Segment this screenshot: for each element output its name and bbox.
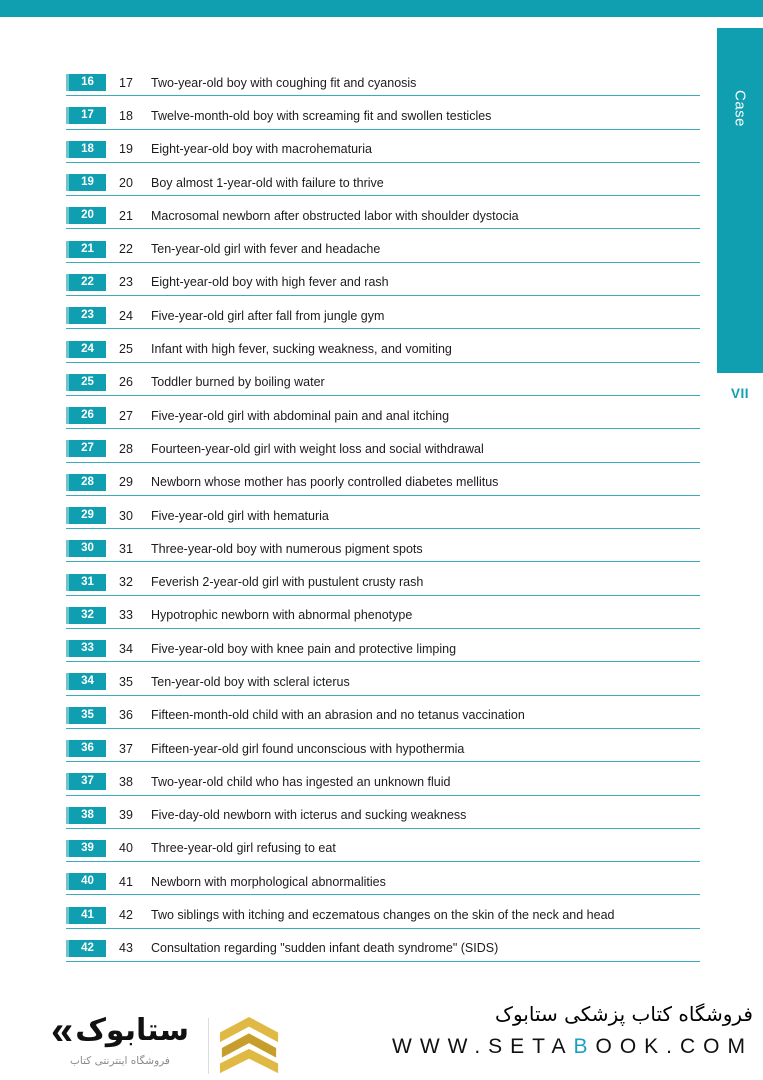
website-prefix: WWW.SETA (392, 1035, 574, 1058)
case-row (66, 303, 700, 329)
case-title: Consultation regarding "sudden infant death syndrome" (SIDS) (151, 941, 499, 956)
case-badge: 33 (66, 640, 106, 657)
case-badge: 18 (66, 141, 106, 158)
case-badge: 24 (66, 341, 106, 358)
case-number: 27 (119, 408, 133, 423)
case-number: 39 (119, 808, 133, 823)
website-accent-letter: B (573, 1035, 596, 1058)
case-badge: 40 (66, 873, 106, 890)
case-title: Newborn whose mother has poorly controlled diabetes mellitus (151, 475, 499, 490)
case-badge: 28 (66, 474, 106, 491)
case-number: 28 (119, 441, 133, 456)
logo-chevron-icon: « (50, 1009, 74, 1053)
case-row (66, 503, 700, 529)
case-row (66, 170, 700, 196)
case-title: Three-year-old girl refusing to eat (151, 841, 336, 856)
case-row (66, 436, 700, 462)
section-tab-label: Case (731, 90, 749, 128)
logo-word: ستابوک (75, 1013, 190, 1048)
case-number: 38 (119, 774, 133, 789)
case-row (66, 603, 700, 629)
case-title: Macrosomal newborn after obstructed labor with shoulder dystocia (151, 208, 519, 223)
case-title: Two siblings with itching and eczematous changes on the skin of the neck and head (151, 908, 615, 923)
case-badge: 22 (66, 274, 106, 291)
case-title: Boy almost 1-year-old with failure to thrive (151, 175, 384, 190)
case-number: 23 (119, 275, 133, 290)
case-badge: 20 (66, 207, 106, 224)
case-number: 36 (119, 708, 133, 723)
case-title: Five-year-old girl after fall from jungle gym (151, 308, 385, 323)
case-number: 32 (119, 575, 133, 590)
case-badge: 36 (66, 740, 106, 757)
website-suffix: OOK.COM (595, 1035, 753, 1058)
case-row (66, 470, 700, 496)
case-badge: 37 (66, 773, 106, 790)
case-badge: 21 (66, 241, 106, 258)
case-number: 43 (119, 941, 133, 956)
case-badge: 41 (66, 907, 106, 924)
case-number: 22 (119, 242, 133, 257)
case-badge: 35 (66, 707, 106, 724)
case-title: Fifteen-year-old girl found unconscious with hypothermia (151, 741, 465, 756)
case-badge: 23 (66, 307, 106, 324)
logo-wordmark (34, 1010, 206, 1052)
case-row (66, 336, 700, 362)
page-number: VII (730, 386, 749, 401)
case-number: 41 (119, 874, 133, 889)
case-number: 37 (119, 741, 133, 756)
case-title: Newborn with morphological abnormalities (151, 874, 386, 889)
case-title: Hypotrophic newborn with abnormal phenotype (151, 608, 413, 623)
case-number: 29 (119, 475, 133, 490)
case-title: Toddler burned by boiling water (151, 375, 325, 390)
case-title: Eight-year-old boy with high fever and rash (151, 275, 389, 290)
case-row (66, 703, 700, 729)
case-title: Three-year-old boy with numerous pigment spots (151, 541, 423, 556)
case-row (66, 869, 700, 895)
stacked-books-icon (218, 1013, 280, 1079)
case-row (66, 103, 700, 129)
top-accent-bar (0, 0, 763, 17)
case-badge: 32 (66, 607, 106, 624)
case-number: 30 (119, 508, 133, 523)
case-row (66, 403, 700, 429)
case-title: Ten-year-old boy with scleral icterus (151, 674, 350, 689)
case-badge: 30 (66, 540, 106, 557)
case-badge: 16 (66, 74, 106, 91)
case-row (66, 736, 700, 762)
case-row (66, 270, 700, 296)
footer-website (392, 1035, 753, 1059)
case-number: 17 (119, 75, 133, 90)
case-title: Five-day-old newborn with icterus and sucking weakness (151, 808, 467, 823)
footer-right (392, 1002, 753, 1059)
case-title: Infant with high fever, sucking weakness, and vomiting (151, 342, 452, 357)
case-number: 24 (119, 308, 133, 323)
case-number: 35 (119, 674, 133, 689)
case-row (66, 236, 700, 262)
case-number: 20 (119, 175, 133, 190)
case-row (66, 636, 700, 662)
case-badge: 39 (66, 840, 106, 857)
case-title: Two-year-old boy with coughing fit and cyanosis (151, 75, 417, 90)
case-number: 26 (119, 375, 133, 390)
case-row (66, 70, 700, 96)
case-title: Five-year-old boy with knee pain and protective limping (151, 641, 457, 656)
case-title: Two-year-old child who has ingested an unknown fluid (151, 774, 451, 789)
case-badge: 38 (66, 807, 106, 824)
case-badge: 27 (66, 440, 106, 457)
case-number: 18 (119, 108, 133, 123)
case-title: Twelve-month-old boy with screaming fit and swollen testicles (151, 108, 492, 123)
case-row (66, 536, 700, 562)
case-row (66, 569, 700, 595)
section-tab-case (717, 28, 763, 373)
setabook-logo (34, 1010, 206, 1067)
case-row (66, 370, 700, 396)
case-badge: 31 (66, 574, 106, 591)
case-badge: 25 (66, 374, 106, 391)
case-title: Five-year-old girl with hematuria (151, 508, 329, 523)
case-title: Feverish 2-year-old girl with pustulent crusty rash (151, 575, 424, 590)
case-row (66, 769, 700, 795)
case-title: Ten-year-old girl with fever and headache (151, 242, 381, 257)
case-list (66, 70, 700, 969)
case-title: Fourteen-year-old girl with weight loss and social withdrawal (151, 441, 484, 456)
case-number: 33 (119, 608, 133, 623)
case-row (66, 902, 700, 928)
case-number: 34 (119, 641, 133, 656)
case-row (66, 203, 700, 229)
case-number: 42 (119, 908, 133, 923)
case-row (66, 836, 700, 862)
case-row (66, 936, 700, 962)
case-number: 25 (119, 342, 133, 357)
logo-caption: فروشگاه اینترنتی کتاب (70, 1055, 170, 1067)
case-badge: 17 (66, 107, 106, 124)
case-number: 21 (119, 208, 133, 223)
footer-tagline: فروشگاه کتاب پزشکی ستابوک (495, 1002, 753, 1026)
case-number: 19 (119, 142, 133, 157)
case-badge: 26 (66, 407, 106, 424)
case-badge: 34 (66, 673, 106, 690)
case-row (66, 137, 700, 163)
case-row (66, 669, 700, 695)
case-title: Eight-year-old boy with macrohematuria (151, 142, 372, 157)
footer-divider (208, 1018, 209, 1074)
case-title: Fifteen-month-old child with an abrasion and no tetanus vaccination (151, 708, 525, 723)
case-badge: 42 (66, 940, 106, 957)
case-row (66, 803, 700, 829)
case-title: Five-year-old girl with abdominal pain and anal itching (151, 408, 450, 423)
case-number: 31 (119, 541, 133, 556)
case-badge: 19 (66, 174, 106, 191)
case-number: 40 (119, 841, 133, 856)
case-badge: 29 (66, 507, 106, 524)
